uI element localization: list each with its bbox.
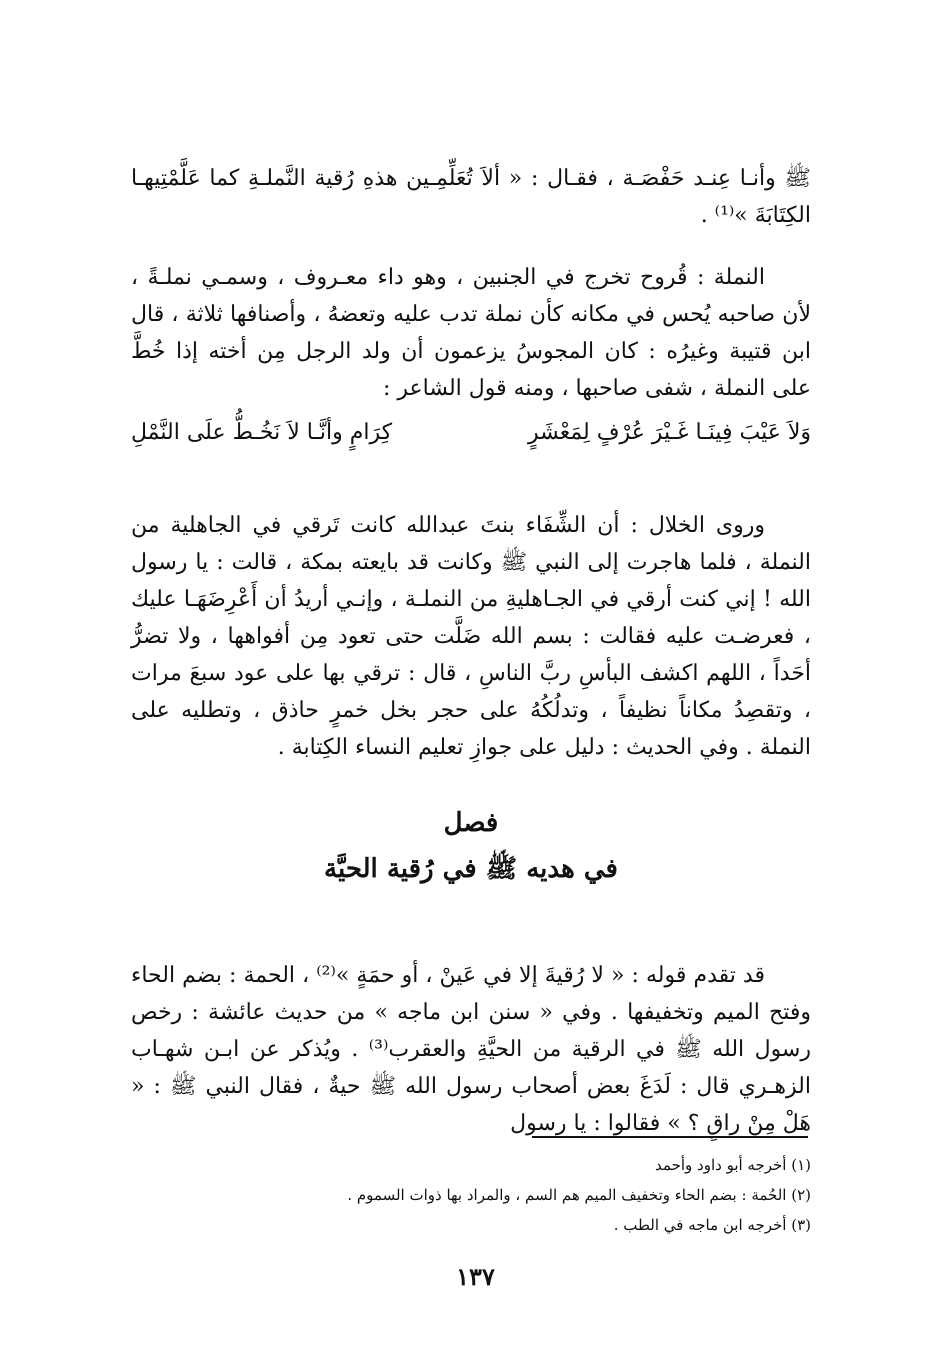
verse-second-hemistich: كِرَامٍ وأنَّـا لاَ نَخُـطُّ علَى النَّمْلِ	[131, 420, 393, 445]
section-heading: فصل	[443, 808, 499, 838]
verse-first-hemistich: وَلاَ عَيْبَ فِينَـا غَـيْرَ عُرْفٍ لِمَعْشَرٍ	[527, 420, 811, 445]
footnote-item: (٣) أخرجه ابن ماجه في الطب .	[613, 1216, 811, 1234]
footnote-item: (١) أخرجه أبو داود وأحمد	[655, 1156, 811, 1174]
namla-paragraph: النملة : قُروح تخرج في الجنبين ، وهو داء معـروف ، وسمـي نملـةً ، لأن صاحبه يُحس في مكانه كأن نملة تدب عليه وتعضهُ ، وأصنافها ثلاثة ، قال ابن قتيبة وغيرُه : كان المجوسُ يزعمون أن ولد الرجل مِن أخته إذا خُطَّ على النملة ، شفى صاحبها ، ومنه قول الشاعر :	[131, 265, 811, 401]
footnote-item: (٢) الحُمة : بضم الحاء وتخفيف الميم هم السم ، والمراد بها ذوات السموم .	[347, 1186, 811, 1204]
intro-paragraph: ﷺ وأنـا عِنـد حَفْصَـة ، فقـال : « ألاَ تُعَلِّمِـين هذهِ رُقية النَّملـةِ كما عَلَّمْتِيهـا الكِتَابَةَ »⁽¹⁾ .	[131, 166, 811, 228]
section-subtitle: في هديه ﷺ في رُقية الحيَّة	[324, 854, 618, 884]
footnotes	[131, 1150, 811, 1240]
footnote-divider	[532, 1136, 808, 1138]
poetry-verse	[131, 414, 811, 451]
khallal-paragraph: وروى الخلال : أن الشِّفَاء بنتَ عبدالله كانت تَرقي في الجاهلية من النملة ، فلما هاجرت إلى النبي ﷺ وكانت قد بايعته بمكة ، قالت : يا رسول الله ! إني كنت أرقي في الجـاهليةِ من النملـة ، وإنـي أريدُ أن أَعْرِضَهَـا عليك ، فعرضـت عليه فقالت : بسم الله ضَلَّت حتى تعود مِن أفواهها ، ولا تضرُّ أحَداً ، اللهم اكشف البأسِ ربَّ الناسِ ، قال : ترقي بها على عود سبعَ مرات ، وتقصِدُ مكاناً نظيفاً ، وتدلُكُهُ على حجر بخل خمرٍ حاذق ، وتطليه على النملة . وفي الحديث : دليل على جوازِ تعليم النساء الكِتابة .	[131, 513, 811, 760]
section-paragraph: قد تقدم قوله : « لا رُقيةَ إلا في عَينْ ، أو حمَةٍ »⁽²⁾ ، الحمة : بضم الحاء وفتح الميم وتخفيفها . وفي « سنن ابن ماجه » من حديث عائشة : رخص رسول الله ﷺ في الرقية من الحيَّةِ والعقرب⁽³⁾ . ويُذكر عن ابـن شهـاب الزهـري قال : لَدَغَ بعض أصحاب رسول الله ﷺ حيةٌ ، فقال النبي ﷺ : « هَلْ مِنْ راقٍ ؟ » فقالوا : يا رسول	[131, 963, 811, 1136]
page-number: ١٣٧	[456, 1262, 495, 1291]
